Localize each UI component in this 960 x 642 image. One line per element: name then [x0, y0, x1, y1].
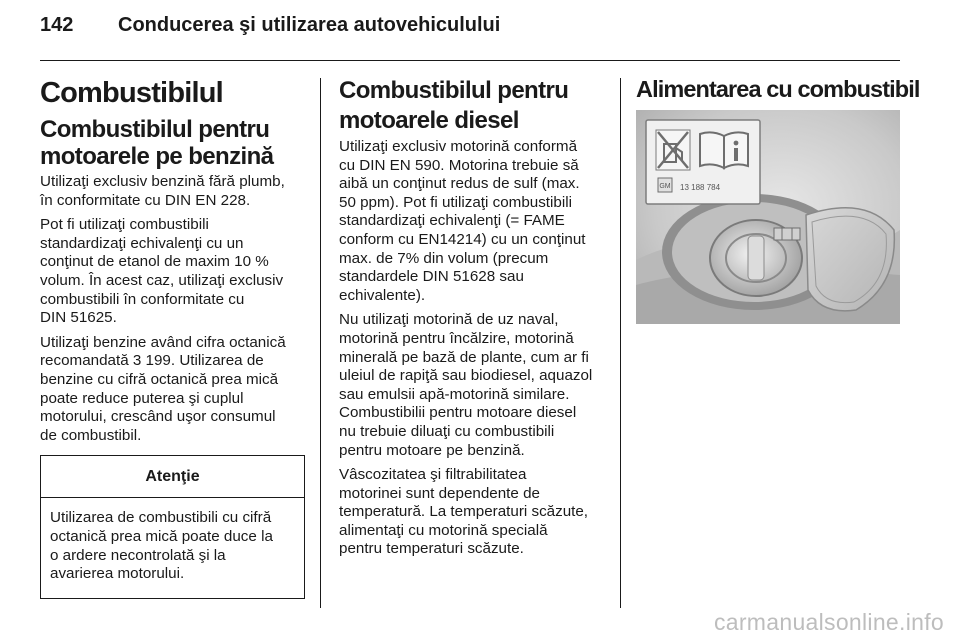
fuel-filler-flap-image	[636, 110, 900, 324]
page-number: 142	[40, 14, 74, 36]
column-diesel	[339, 76, 609, 565]
warning-box	[40, 455, 305, 598]
figure-label-code: 13 188 784	[680, 183, 721, 192]
section-title-fuel: Combustibilul	[40, 77, 223, 109]
paragraph: Utilizaţi benzine având cifra octanică recomandată 3 199. Utilizarea de benzine cu cifră octanică prea mică poate reduce puterea şi cuplul motorului, crescând uşor consumul de combustibil.	[40, 333, 286, 444]
logo-text: GM	[659, 183, 671, 190]
section-title-refuelling: Alimentarea cu combustibil	[636, 76, 920, 102]
column-divider	[320, 78, 321, 608]
watermark: carmanualsonline.info	[713, 609, 944, 635]
paragraph: Pot fi utilizaţi combustibili standardizaţi echivalenţi cu un conţinut de etanol de maxim 10 % volum. În acest caz, utilizaţi exclusiv combustibili în conformitate cu DIN 51625.	[40, 216, 284, 327]
paragraph: Utilizaţi exclusiv motorină conformă cu DIN EN 590. Motorina trebuie să aibă un conţinut redus de sulf (max. 50 ppm). Pot fi utilizaţi combustibili standardizaţi echivalenţi (= FAME conform cu EN14214) cu un conţinut max. de 7% din volum (precum standardele DIN 51628 sau echivalente).	[339, 138, 586, 304]
no-fuel-icon	[656, 130, 690, 170]
column-divider	[620, 78, 621, 608]
warning-text: Utilizarea de combustibili cu cifră octanică prea mică poate duce la o ardere necontrolată şi la avarierea motorului.	[50, 509, 273, 583]
manual-info-icon	[700, 132, 748, 168]
subsection-title-gasoline: Combustibilul pentru motoarele pe benzină	[40, 116, 274, 170]
chapter-title: Conducerea şi utilizarea autovehiculului	[118, 14, 501, 36]
paragraph: Nu utilizaţi motorină de uz naval, motorină pentru încălzire, motorină minerală pe bază de plante, cum ar fi uleiul de rapiţă sau biodiesel, aquazol sau emulsii apă-motorină similare. Combustibilii pentru motoare diesel nu trebuie diluaţi cu combustibili pentru motoare pe benzină.	[339, 311, 593, 459]
header-rule	[40, 60, 900, 61]
page-header	[40, 14, 500, 44]
subsection-title-diesel: Combustibilul pentru motoarele diesel	[339, 77, 569, 134]
column-gasoline	[40, 76, 305, 599]
paragraph: Vâscozitatea şi filtrabilitatea motorinei sunt dependente de temperatură. La temperaturi scăzute, alimentaţi cu motorină specială pentru temperaturi scăzute.	[339, 466, 589, 558]
column-refuelling	[636, 76, 920, 103]
warning-title: Atenţie	[41, 456, 304, 498]
paragraph: Utilizaţi exclusiv benzină fără plumb, în conformitate cu DIN EN 228.	[40, 173, 285, 209]
